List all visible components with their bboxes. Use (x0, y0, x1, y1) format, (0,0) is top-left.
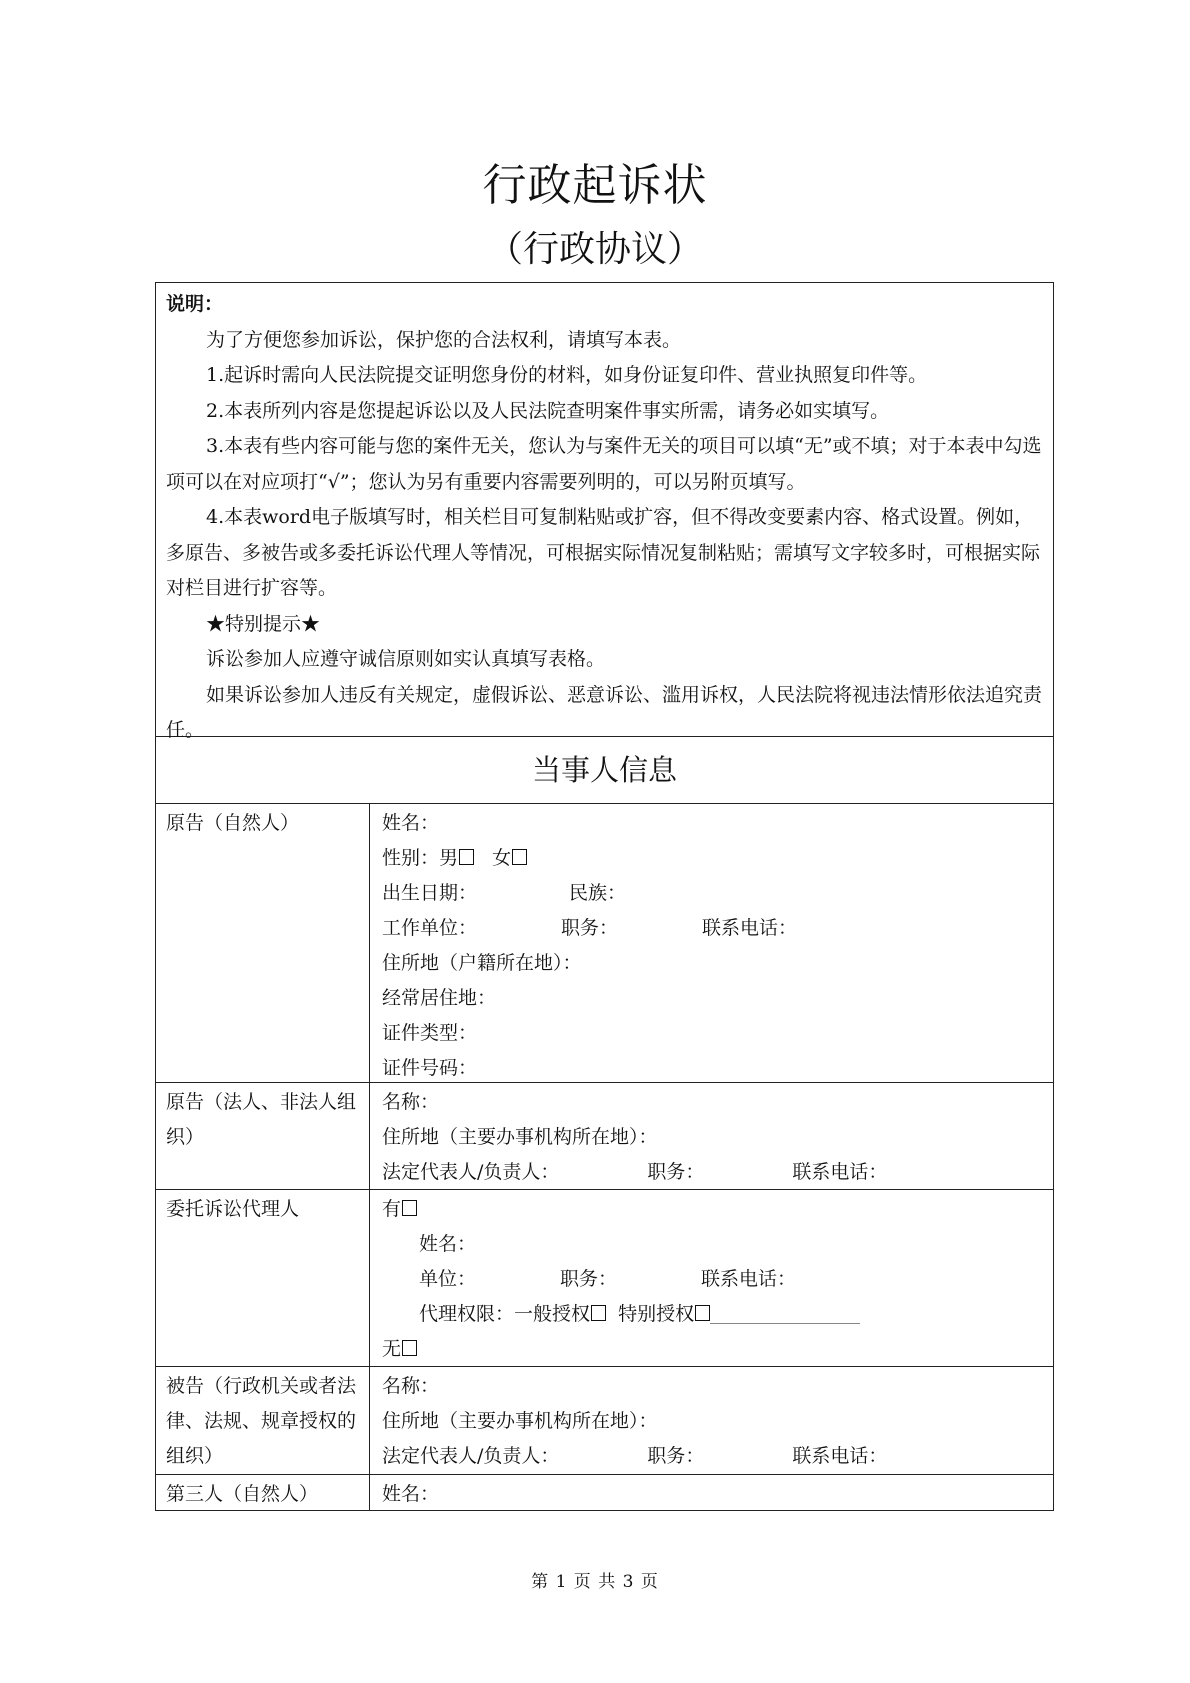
footer-suffix: 页 (640, 1572, 659, 1592)
position-field[interactable]: 职务： (561, 917, 619, 939)
id-type-field[interactable]: 证件类型： (382, 1022, 478, 1044)
org-name-field[interactable]: 名称： (382, 1091, 440, 1113)
plaintiff-org-row (156, 1083, 1053, 1190)
gender-label: 性别： (382, 847, 440, 869)
instruction-paragraph: 3.本表有些内容可能与您的案件无关，您认为与案件无关的项目可以填“无”或不填；对于本表中勾选项可以在对应项打“√”；您认为另有重要内容需要列明的，可以另附页填写。 (166, 435, 1042, 493)
agent-position-field[interactable]: 职务： (560, 1268, 618, 1290)
total-pages: 3 (622, 1572, 635, 1592)
agent-row (156, 1190, 1053, 1367)
agent-no-option (382, 1332, 1043, 1367)
male-label: 男 (439, 847, 459, 869)
agent-yes-checkbox[interactable] (402, 1200, 417, 1216)
special-authority-blank[interactable] (710, 1303, 860, 1324)
footer-mid: 页 共 (573, 1572, 617, 1592)
special-authority-checkbox[interactable] (695, 1305, 710, 1321)
defendant-fields (370, 1367, 1053, 1474)
plaintiff-person-fields (370, 804, 1053, 1082)
instruction-paragraph: 诉讼参加人应遵守诚信原则如实认真填写表格。 (206, 648, 606, 670)
instruction-paragraph: 4.本表word电子版填写时，相关栏目可复制粘贴或扩容，但不得改变要素内容、格式设置。例如，多原告、多被告或多委托诉讼代理人等情况，可根据实际情况复制粘贴；需填写文字较多时，可根据实际对栏目进行扩容等。 (166, 506, 1041, 599)
row-label: 被告（行政机关或者法律、法规、规章授权的组织） (156, 1367, 370, 1474)
instruction-paragraph: 2.本表所列内容是您提起诉讼以及人民法院查明案件事实所需，请务必如实填写。 (206, 399, 890, 422)
org-domicile-field[interactable]: 住所地（主要办事机构所在地）： (382, 1126, 658, 1148)
defendant-domicile-field[interactable]: 住所地（主要办事机构所在地）： (382, 1410, 658, 1432)
birth-ethnicity-line (382, 876, 1043, 911)
org-rep-line (382, 1155, 1043, 1190)
male-checkbox[interactable] (459, 849, 474, 865)
org-position-field[interactable]: 职务： (647, 1161, 705, 1183)
defendant-rep-line (382, 1439, 1043, 1474)
name-field[interactable]: 姓名： (382, 812, 440, 834)
instructions-heading: 说明： (166, 293, 224, 315)
gender-field (382, 841, 1043, 876)
row-label: 委托诉讼代理人 (156, 1190, 370, 1366)
defendant-rep-field[interactable]: 法定代表人/负责人： (382, 1445, 560, 1467)
footer-prefix: 第 (531, 1572, 550, 1592)
section-title: 当事人信息 (156, 737, 1053, 804)
instruction-paragraph: 1.起诉时需向人民法院提交证明您身份的材料，如身份证复印件、营业执照复印件等。 (206, 364, 928, 386)
defendant-position-field[interactable]: 职务： (647, 1445, 705, 1467)
general-authority-label: 一般授权 (514, 1303, 591, 1325)
agent-name-field[interactable]: 姓名： (419, 1233, 477, 1255)
agent-fields (370, 1190, 1053, 1366)
defendant-phone-field[interactable]: 联系电话： (792, 1445, 888, 1467)
agent-no-checkbox[interactable] (402, 1340, 417, 1356)
row-label: 第三人（自然人） (156, 1475, 370, 1510)
document-title: 行政起诉状 (482, 160, 708, 211)
agent-unit-line (382, 1262, 1043, 1297)
birth-date-field[interactable]: 出生日期： (382, 882, 478, 904)
agent-unit-field[interactable]: 单位： (419, 1268, 477, 1290)
instruction-paragraph: 如果诉讼参加人违反有关规定，虚假诉讼、恶意诉讼、滥用诉权，人民法院将视违法情形依法追究责任。 (166, 683, 1043, 741)
third-party-fields (370, 1475, 1053, 1510)
legal-rep-field[interactable]: 法定代表人/负责人： (382, 1161, 560, 1183)
agent-phone-field[interactable]: 联系电话： (701, 1268, 797, 1290)
defendant-row (156, 1367, 1053, 1475)
special-notice-heading: ★特别提示★ (206, 612, 321, 635)
page-footer (0, 1567, 1190, 1592)
third-party-name-field[interactable]: 姓名： (382, 1483, 440, 1505)
instructions-block (156, 283, 1053, 741)
agent-yes-option (382, 1192, 1043, 1227)
agent-yes-label: 有 (382, 1198, 402, 1220)
plaintiff-person-row (156, 804, 1053, 1083)
document-subtitle: （行政协议） (486, 229, 703, 270)
agent-authority-line (382, 1297, 1043, 1332)
authority-label: 代理权限： (419, 1303, 515, 1325)
defendant-name-field[interactable]: 名称： (382, 1375, 440, 1397)
form-table (155, 282, 1054, 1511)
page-number: 1 (555, 1572, 568, 1592)
row-label: 原告（法人、非法人组织） (156, 1083, 370, 1189)
plaintiff-org-fields (370, 1083, 1053, 1189)
instruction-paragraph: 为了方便您参加诉讼，保护您的合法权利，请填写本表。 (206, 328, 682, 351)
third-party-row (156, 1475, 1053, 1511)
id-number-field[interactable]: 证件号码： (382, 1057, 478, 1079)
ethnicity-field[interactable]: 民族： (569, 882, 627, 904)
female-checkbox[interactable] (512, 849, 527, 865)
domicile-field[interactable]: 住所地（户籍所在地）： (382, 952, 582, 974)
female-label: 女 (492, 847, 512, 869)
phone-field[interactable]: 联系电话： (702, 917, 798, 939)
org-phone-field[interactable]: 联系电话： (792, 1161, 888, 1183)
agent-no-label: 无 (382, 1338, 402, 1360)
employer-field[interactable]: 工作单位： (382, 917, 478, 939)
special-authority-label: 特别授权 (618, 1303, 695, 1325)
residence-field[interactable]: 经常居住地： (382, 987, 497, 1009)
employment-line (382, 911, 1043, 946)
general-authority-checkbox[interactable] (591, 1305, 606, 1321)
row-label: 原告（自然人） (156, 804, 370, 1082)
